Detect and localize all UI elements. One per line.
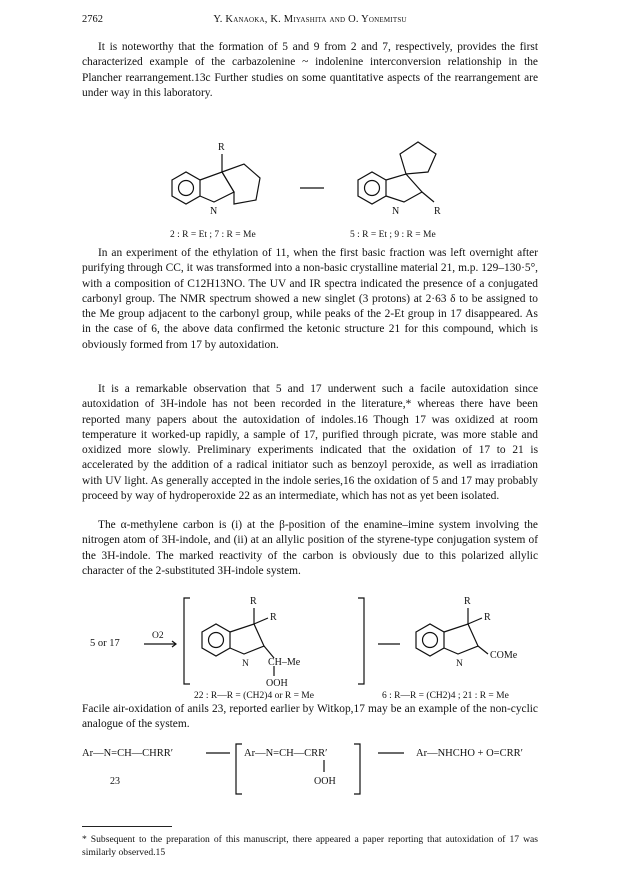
caption-left: 2 : R = Et ; 7 : R = Me bbox=[170, 230, 256, 240]
r-label-right: R bbox=[434, 206, 441, 217]
footnote-rule bbox=[82, 826, 172, 827]
paragraph-autoxidation: It is a remarkable observation that 5 and 17 underwent such a facile autoxidation since autoxidation of 3H-indole has not been recorded in the literature,* whereas there have been reported many papers about the autoxidation of indoles.16 Though 17 was oxidized at room temperature it worked-up rapidly, a sample of 17, purified through picrate, was more stable and oxidized more slowly. Preliminary experiments indicated that the oxidation of 17 to 21 is accelerated by the addition of a radical initiator such as benzoyl peroxide, as well as irradiation with UV light. As generally accepted in the indole series,16 the oxidation of 5 and 17 may probably proceed by way of hydroperoxide 22 as an intermediate, which has not as yet been isolated. bbox=[82, 383, 538, 503]
ooh-group: OOH bbox=[266, 678, 288, 689]
scheme-anil-oxidation bbox=[82, 738, 542, 804]
caption-right: 5 : R = Et ; 9 : R = Me bbox=[350, 230, 436, 240]
n-label-right: N bbox=[392, 206, 400, 217]
footnote: * Subsequent to the preparation of this manuscript, there appeared a paper reporting that autoxidation of 17 was similarly observed.15 bbox=[82, 834, 538, 858]
anil-products: Ar—NHCHO + O=CRR′ bbox=[416, 748, 523, 759]
r-label-left: R bbox=[218, 142, 225, 153]
benzene-ring-left bbox=[172, 172, 200, 204]
paragraph-methylene: The α-methylene carbon is (i) at the β-position of the enamine–imine system involving the nitrogen atom of 3H-indole, and (ii) at an allylic position of the styrene-type conjugation system of the 3H-indole. The marked reactivity of the carbon is obviously due to this polarized allylic character of the 2-substituted 3H-indole system. bbox=[82, 519, 538, 577]
anil-intermediate: Ar—N=CH—CRR′ bbox=[244, 748, 328, 759]
running-header bbox=[82, 14, 538, 30]
reagent-oxygen: O2 bbox=[152, 631, 164, 641]
page-number: 2762 bbox=[82, 14, 103, 25]
come-group: COMe bbox=[490, 650, 518, 661]
scheme-oxidation bbox=[82, 588, 542, 700]
r-label-c: R bbox=[464, 596, 471, 607]
n-label-product: N bbox=[456, 659, 463, 669]
r-label-d: R bbox=[484, 612, 491, 623]
benzene-ring-right bbox=[358, 172, 386, 204]
ch-me-group: CH–Me bbox=[268, 657, 301, 668]
start-compound: 5 or 17 bbox=[90, 638, 120, 649]
anil-number: 23 bbox=[110, 776, 120, 787]
paragraph-plancher: It is noteworthy that the formation of 5 and 9 from 2 and 7, respectively, provides the first characterized example of the carbazolenine ~ indolenine interconversion relationship in the Plancher rearrangement.13c Further studies on some quantitative aspects of the rearrangement are under way in this laboratory. bbox=[82, 41, 538, 99]
scheme-rearrangement bbox=[160, 104, 480, 246]
paragraph-anils: Facile air-oxidation of anils 23, reported earlier by Witkop,17 may be an example of the non-cyclic analogue of the system. bbox=[82, 703, 538, 731]
caption-6-21: 6 : R—R = (CH2)4 ; 21 : R = Me bbox=[382, 691, 509, 700]
running-authors: Y. Kanaoka, K. Miyashita and O. Yonemitsu bbox=[213, 14, 407, 25]
r-label-a: R bbox=[250, 596, 257, 607]
anil-ooh: OOH bbox=[314, 776, 336, 787]
n-label-left: N bbox=[210, 206, 218, 217]
paragraph-ethylation: In an experiment of the ethylation of 11, when the first basic fraction was left overnight after purifying through CC, it was transformed into a non-basic crystalline material 21, m.p. 129–130·5°, with a composition of C12H13NO. The UV and IR spectra indicated the presence of a conjugated carbonyl group. The NMR spectrum showed a new singlet (3 protons) at 2·63 δ to be assigned to the Me group adjacent to the carbonyl group, while peaks of the 2-Et group in 17 disappeared. As in the case of 6, the above data confirmed the ketonic structure 21 for this compound, which is obviously formed from 17 by autoxidation. bbox=[82, 247, 538, 351]
caption-22: 22 : R—R = (CH2)4 or R = Me bbox=[194, 691, 314, 700]
anil-start: Ar—N=CH—CHRR′ bbox=[82, 748, 174, 759]
n-label-mid: N bbox=[242, 659, 249, 669]
r-label-b: R bbox=[270, 612, 277, 623]
